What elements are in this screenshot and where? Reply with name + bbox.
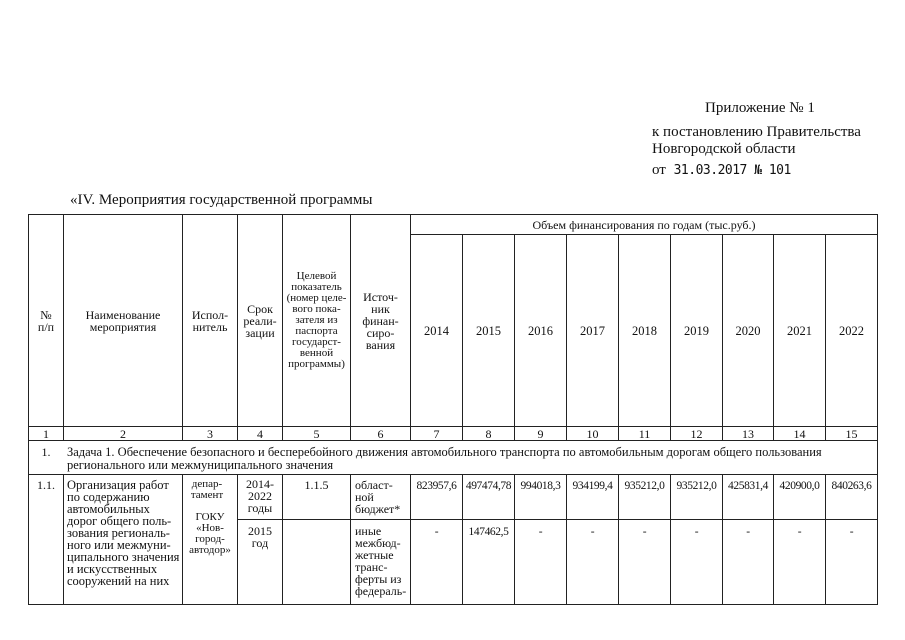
header-year-2016: 2016 [528,323,553,338]
column-number: 4 [257,427,263,440]
value-2016-row-a: 994018,3 [520,480,561,492]
value-2019-row-b: - [694,526,699,538]
task-number: 1. [41,446,51,459]
table-rule [28,440,878,441]
header-name: Наименование мероприятия [85,307,161,334]
column-number: 11 [638,427,651,440]
item-number: 1.1. [37,479,55,492]
header-num: № п/п [37,307,55,334]
source-row-a: област-ной бюджет* [355,479,401,516]
value-2021-row-b: - [797,526,802,538]
value-2016-row-b: - [538,526,543,538]
value-2018-row-a: 935212,0 [624,480,665,492]
value-2017-row-a: 934199,4 [572,480,613,492]
header-year-2017: 2017 [580,323,605,338]
column-number: 9 [537,427,544,440]
value-2015-row-b: 147462,5 [468,526,509,538]
term-row-a: 2014-2022 годы [246,478,274,515]
table-rule [350,474,351,604]
table-rule [28,474,878,475]
table-border-bottom [28,604,878,605]
value-2020-row-a: 425831,4 [728,480,768,492]
date-value: 31.03.2017 № 101 [673,163,791,178]
value-2021-row-a: 420900,0 [779,480,820,492]
column-number: 14 [793,427,806,440]
task-description: Задача 1. Обеспечение безопасного и бесперебойного движения автомобильного транспорта по автомобильным дорогам общего пользования регионального или межмуниципального значения [67,446,822,472]
indicator-value: 1.1.5 [304,479,329,492]
table-rule [63,474,64,604]
appendix-title: Приложение № 1 [705,100,815,116]
column-number: 1 [43,427,49,440]
value-2014-row-a: 823957,6 [416,480,457,492]
section-title: «IV. Мероприятия государственной программы [70,192,373,208]
header-year-2022: 2022 [839,323,864,338]
header-term: Срок реали-зации [243,301,277,340]
appendix-line-1: к постановлению Правительства [652,124,861,140]
column-number: 13 [742,427,754,440]
header-financing: Объем финансирования по годам (тыс.руб.) [532,217,756,232]
column-number: 10 [586,427,599,440]
column-number: 15 [845,427,858,440]
column-number: 2 [120,427,126,440]
source-row-b: иные межбюд-жетные транс-ферты из федераль- [355,525,407,598]
executor-department: депар-тамент [190,479,224,501]
header-year-2018: 2018 [632,323,657,338]
column-number: 6 [377,427,384,440]
header-source: Источ-ник финан-сиро-вания [362,289,399,352]
item-name: Организация работ по содержанию автомобильных дорог общего поль-зования региональ-ного или межмуни-ципального значения и искусственных сооружений на них [67,479,180,588]
executor-goku: ГОКУ «Нов-город-автодор» [189,512,231,556]
header-indicator: Целевой показатель (номер целе-вого пока-зателя из паспорта государст-венной программы) [286,270,347,370]
term-row-b: 2015 год [248,525,272,550]
value-2020-row-b: - [746,526,750,538]
column-number: 7 [433,427,440,440]
header-year-2021: 2021 [787,323,812,338]
column-number: 12 [690,427,703,440]
date-prefix: от [652,162,666,178]
value-2022-row-a: 840263,6 [831,480,872,492]
table-border-right [877,214,878,604]
value-2019-row-a: 935212,0 [676,480,717,492]
value-2022-row-b: - [849,526,854,538]
header-year-2019: 2019 [684,323,709,338]
table-rule [237,519,878,520]
value-2014-row-b: - [434,526,439,538]
value-2017-row-b: - [590,526,595,538]
value-2018-row-b: - [642,526,647,538]
column-number: 3 [207,427,213,440]
header-year-2014: 2014 [424,323,449,338]
value-2015-row-a: 497474,78 [465,480,512,492]
column-number: 8 [485,427,492,440]
header-year-2015: 2015 [476,323,501,338]
header-executor: Испол-нитель [191,307,229,334]
column-number: 5 [313,427,320,440]
appendix-line-2: Новгородской области [652,141,796,157]
header-year-2020: 2020 [735,323,761,338]
